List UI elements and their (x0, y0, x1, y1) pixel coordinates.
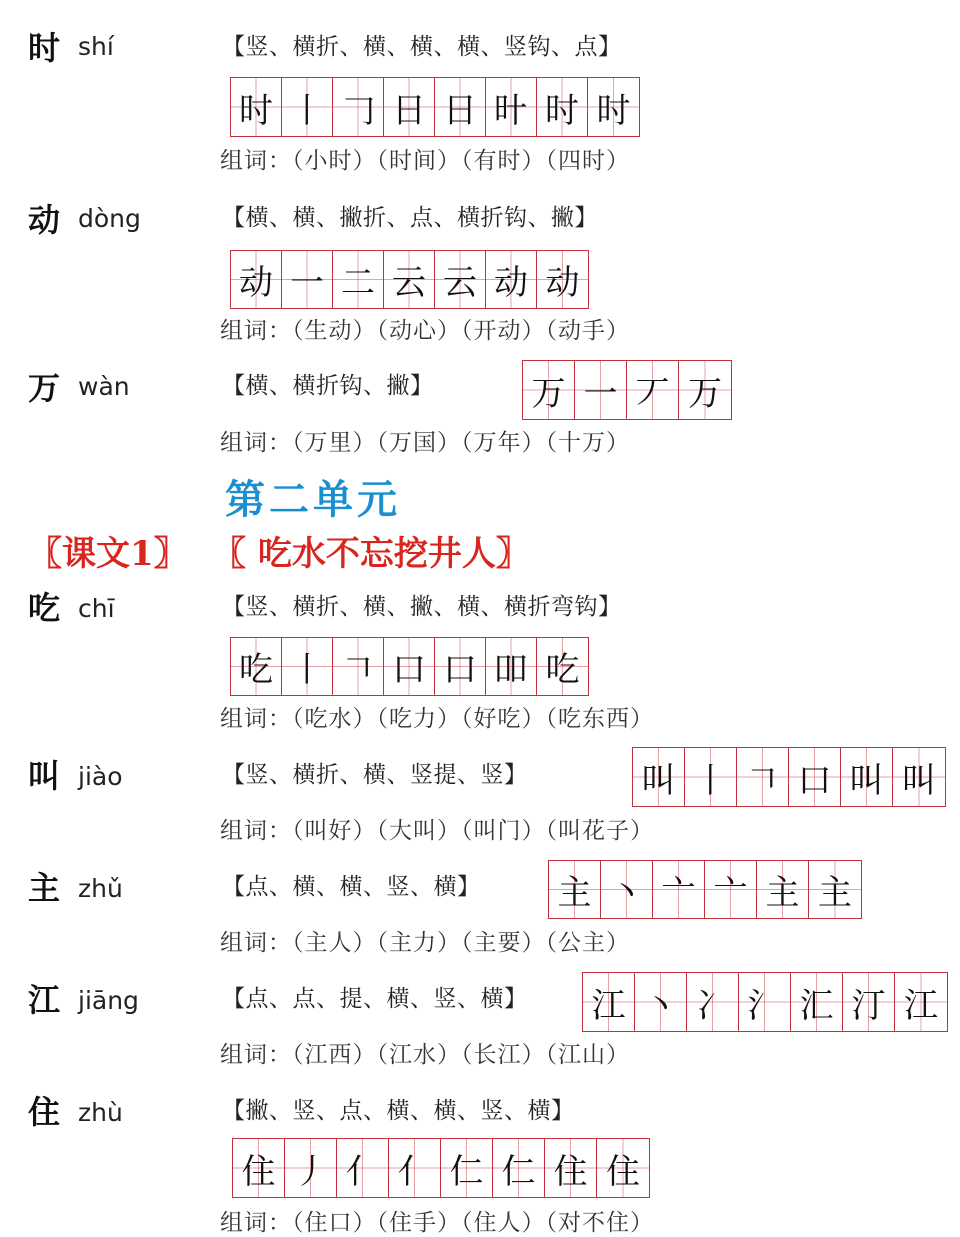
words-dong: 组词：（生动）（动心）（开动）（动手） (220, 318, 630, 344)
stroke-cell: 氵 (739, 973, 791, 1031)
pinyin-wan: wàn (78, 372, 130, 401)
stroke-grid-jiao (632, 747, 946, 807)
stroke-cell: 主 (809, 861, 861, 918)
stroke-grid-dong (230, 250, 589, 309)
char-zhu3: 主 (28, 869, 61, 907)
lesson-tag: 〖课文1〗 (28, 534, 188, 574)
stroke-grid-jiang (582, 972, 948, 1032)
stroke-cell: 叫 (633, 748, 685, 806)
stroke-cell: 万 (523, 361, 575, 419)
stroke-cell: 动 (537, 251, 588, 308)
stroke-grid-zhu3 (548, 860, 862, 919)
stroke-cell: 仁 (441, 1139, 493, 1197)
words-zhu4: 组词：（住口）（住手）（住人）（对不住） (220, 1210, 654, 1236)
char-zhu4: 住 (28, 1093, 61, 1131)
stroke-cell: 时 (231, 78, 282, 136)
lesson-title: 〖 吃水不忘挖井人〗 (212, 534, 530, 574)
stroke-cell: 江 (895, 973, 947, 1031)
stroke-cell: 吃 (231, 638, 282, 695)
stroke-grid-chi (230, 637, 589, 696)
stroke-cell: 口 (435, 638, 486, 695)
words-wan: 组词：（万里）（万国）（万年）（十万） (220, 430, 630, 456)
unit-title: 第二单元 (225, 476, 401, 523)
stroke-cell: 日 (384, 78, 435, 136)
stroke-cell: 𠃍 (737, 748, 789, 806)
pinyin-zhu3: zhǔ (78, 874, 123, 903)
stroke-cell: 云 (435, 251, 486, 308)
stroke-grid-zhu4 (232, 1138, 650, 1198)
stroke-cell: 丶 (601, 861, 653, 918)
stroke-cell: 丨 (685, 748, 737, 806)
stroke-cell: 万 (679, 361, 731, 419)
stroke-cell: 时 (537, 78, 588, 136)
char-wan: 万 (28, 369, 61, 407)
stroke-cell: 丨 (282, 78, 333, 136)
stroke-cell: 丨 (282, 638, 333, 695)
stroke-cell: 日 (435, 78, 486, 136)
stroke-cell: 𠃍 (333, 638, 384, 695)
words-jiao: 组词：（叫好）（大叫）（叫门）（叫花子） (220, 818, 654, 844)
stroke-cell: 旪 (486, 78, 537, 136)
strokes-dong: 【横、横、撇折、点、横折钩、撇】 (222, 205, 598, 231)
strokes-shi: 【竖、横折、横、横、横、竖钩、点】 (222, 34, 622, 60)
pinyin-jiang: jiāng (78, 986, 139, 1015)
stroke-cell: 主 (757, 861, 809, 918)
stroke-cell: 亻 (337, 1139, 389, 1197)
char-jiao: 叫 (28, 757, 61, 795)
stroke-cell: 云 (384, 251, 435, 308)
strokes-chi: 【竖、横折、横、撇、横、横折弯钩】 (222, 594, 622, 620)
stroke-cell: 叫 (893, 748, 945, 806)
stroke-cell: 汀 (843, 973, 895, 1031)
stroke-cell: 吅 (486, 638, 537, 695)
strokes-zhu3: 【点、横、横、竖、横】 (222, 874, 481, 900)
stroke-cell: 动 (486, 251, 537, 308)
stroke-cell: 𠃌 (333, 78, 384, 136)
stroke-cell: 丿 (285, 1139, 337, 1197)
strokes-jiang: 【点、点、提、横、竖、横】 (222, 986, 528, 1012)
pinyin-chi: chī (78, 594, 115, 623)
stroke-cell: 汇 (791, 973, 843, 1031)
pinyin-shi: shí (78, 32, 114, 61)
stroke-cell: 仁 (493, 1139, 545, 1197)
stroke-cell: 口 (789, 748, 841, 806)
stroke-cell: 二 (333, 251, 384, 308)
stroke-cell: 丶 (635, 973, 687, 1031)
words-jiang: 组词：（江西）（江水）（长江）（江山） (220, 1042, 630, 1068)
stroke-cell: 冫 (687, 973, 739, 1031)
strokes-jiao: 【竖、横折、横、竖提、竖】 (222, 762, 528, 788)
stroke-cell: 亠 (705, 861, 757, 918)
stroke-cell: 亻 (389, 1139, 441, 1197)
words-zhu3: 组词：（主人）（主力）（主要）（公主） (220, 930, 630, 956)
strokes-wan: 【横、横折钩、撇】 (222, 373, 434, 399)
stroke-grid-shi (230, 77, 640, 137)
char-dong: 动 (28, 201, 61, 239)
stroke-cell: 亠 (653, 861, 705, 918)
char-shi: 时 (28, 29, 61, 67)
stroke-grid-wan (522, 360, 732, 420)
pinyin-jiao: jiào (78, 762, 123, 791)
stroke-cell: 一 (282, 251, 333, 308)
strokes-zhu4: 【撇、竖、点、横、横、竖、横】 (222, 1098, 575, 1124)
stroke-cell: 住 (597, 1139, 649, 1197)
words-chi: 组词：（吃水）（吃力）（好吃）（吃东西） (220, 706, 654, 732)
stroke-cell: 动 (231, 251, 282, 308)
stroke-cell: 江 (583, 973, 635, 1031)
stroke-cell: 吃 (537, 638, 588, 695)
stroke-cell: 叫 (841, 748, 893, 806)
pinyin-dong: dòng (78, 204, 141, 233)
stroke-cell: 时 (588, 78, 639, 136)
words-shi: 组词：（小时）（时间）（有时）（四时） (220, 148, 630, 174)
stroke-cell: 一 (575, 361, 627, 419)
pinyin-zhu4: zhù (78, 1098, 123, 1127)
char-jiang: 江 (28, 981, 61, 1019)
stroke-cell: 口 (384, 638, 435, 695)
stroke-cell: 丆 (627, 361, 679, 419)
char-chi: 吃 (28, 589, 61, 627)
stroke-cell: 住 (233, 1139, 285, 1197)
stroke-cell: 住 (545, 1139, 597, 1197)
stroke-cell: 主 (549, 861, 601, 918)
